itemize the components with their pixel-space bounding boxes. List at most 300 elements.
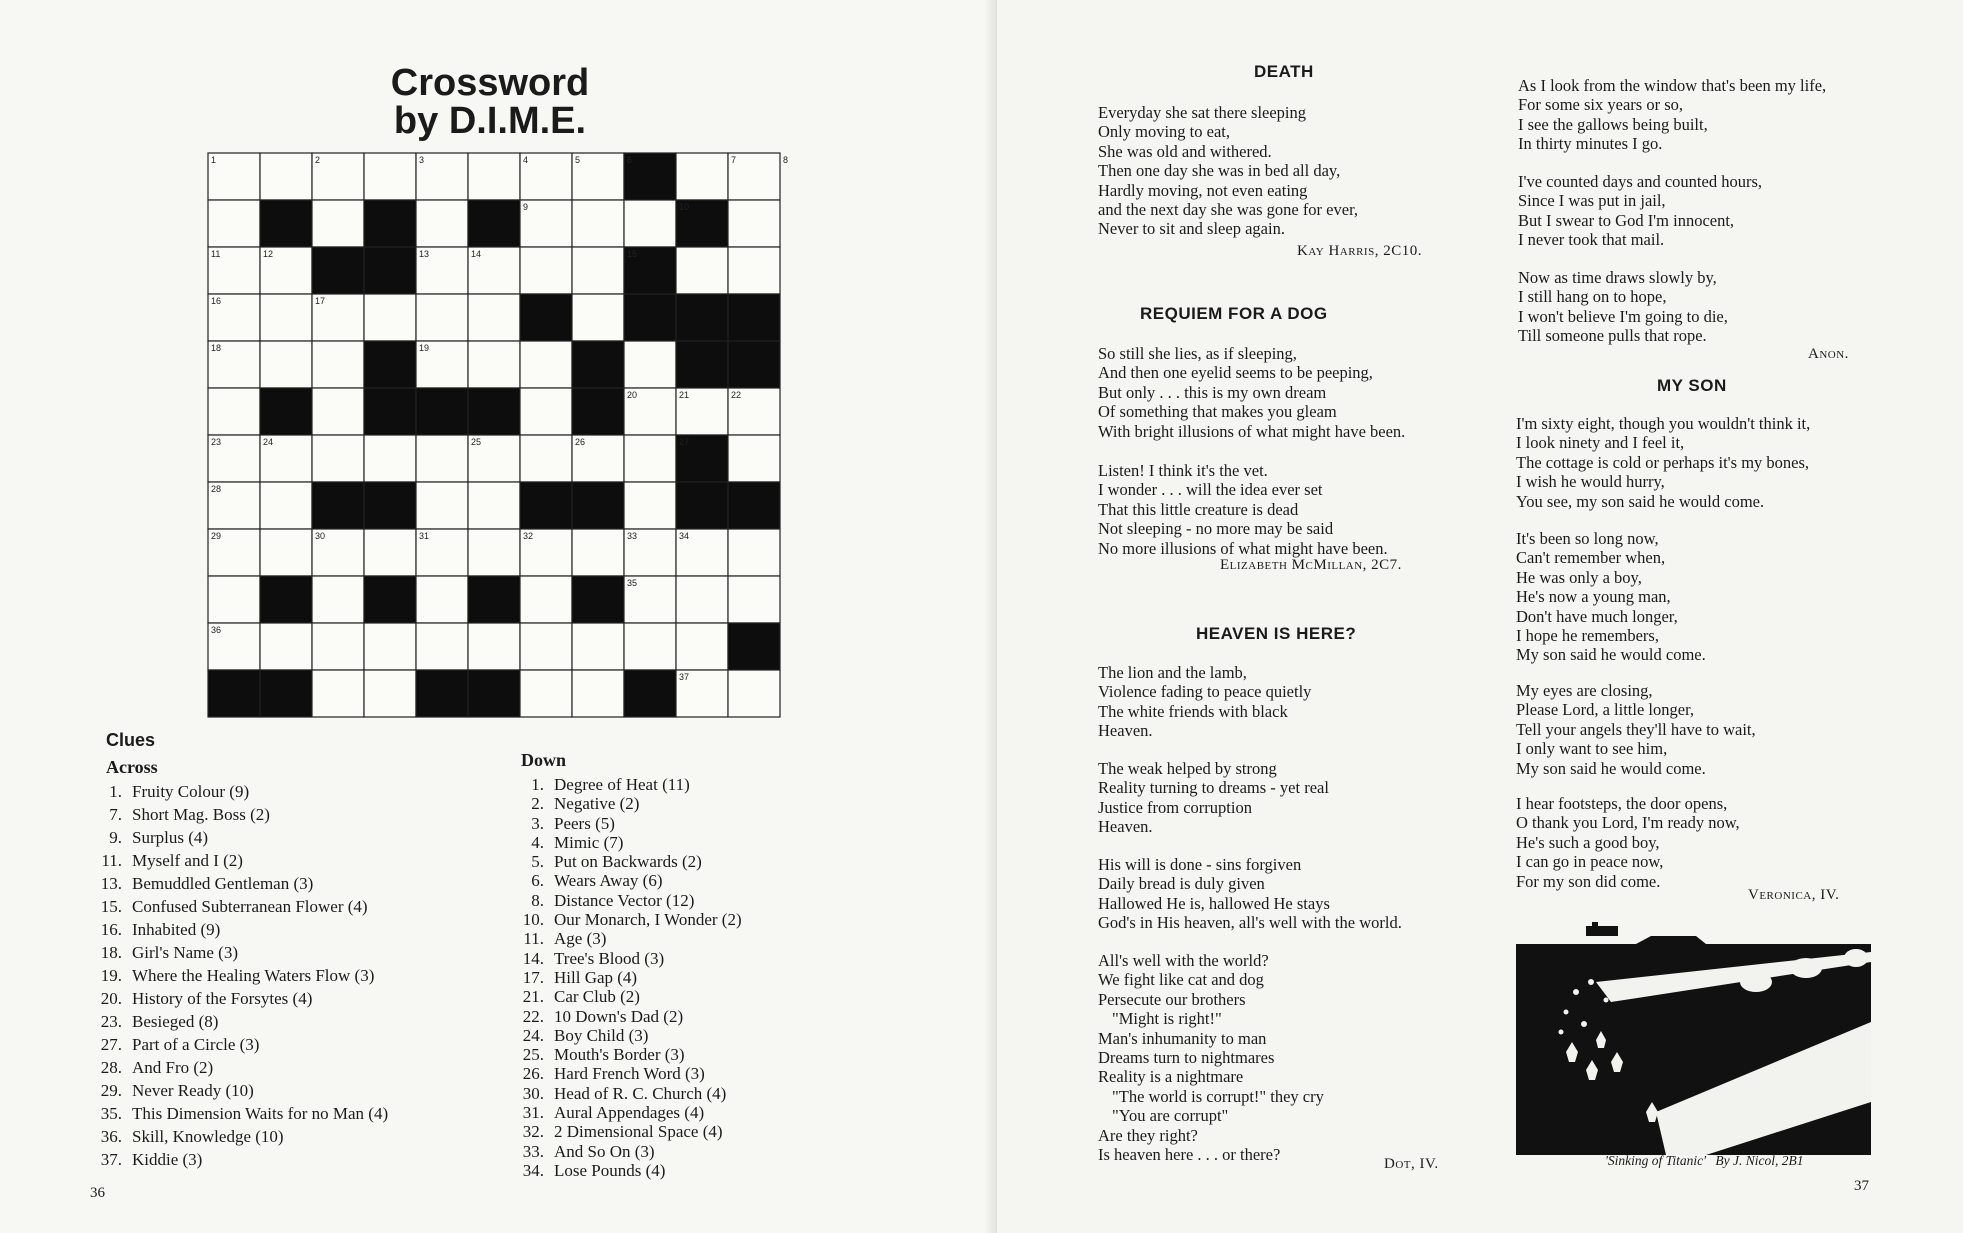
- author-requiem: Elizabeth McMillan, 2C7.: [1220, 557, 1402, 573]
- crossword-title: [360, 64, 620, 140]
- poem-line: Hardly moving, not even eating: [1098, 180, 1308, 200]
- clue-item: [80, 1148, 388, 1171]
- grid-cell-black: [416, 388, 468, 435]
- grid-cell: [676, 623, 728, 670]
- poem-line: Never to sit and sleep again.: [1098, 219, 1285, 239]
- grid-cell: [416, 576, 468, 623]
- poem-line: "The world is corrupt!" they cry: [1112, 1086, 1324, 1106]
- grid-cell: [520, 576, 572, 623]
- grid-cell: [572, 670, 624, 717]
- grid-cell: [728, 529, 780, 576]
- poem-heaven-stanza-4: [1098, 951, 1324, 1164]
- clue-text: Degree of Heat (11): [554, 775, 690, 794]
- clue-text: Fruity Colour (9): [132, 782, 250, 801]
- poem-line: I only want to see him,: [1516, 739, 1668, 759]
- poem-line: I won't believe I'm going to die,: [1518, 306, 1728, 326]
- clue-item: [80, 1010, 388, 1033]
- grid-cell-black: [312, 482, 364, 529]
- clue-number: 1.: [109, 782, 122, 801]
- crossword-title-line2: by D.I.M.E.: [393, 100, 587, 142]
- grid-number: 28: [211, 484, 222, 494]
- grid-cell-black: [520, 294, 572, 341]
- clue-item: [502, 1026, 742, 1045]
- down-heading: Down: [521, 750, 567, 770]
- caption-author: By J. Nicol, 2B1: [1715, 1153, 1804, 1168]
- poem-gallows-stanza-2: [1518, 172, 1762, 250]
- clue-text: Negative (2): [554, 794, 640, 814]
- poem-line: The cottage is cold or perhaps it's my bones,: [1516, 452, 1810, 472]
- clue-number: 13.: [100, 874, 122, 893]
- poem-line: I wonder . . . will the idea ever set: [1098, 480, 1323, 500]
- clue-item: [80, 826, 388, 849]
- clue-number: 22.: [522, 1006, 544, 1026]
- author-gallows: Anon.: [1808, 346, 1849, 362]
- grid-cell-black: [676, 482, 728, 529]
- grid-number: 30: [315, 531, 326, 541]
- grid-number: 10: [679, 202, 690, 212]
- poem-line: It's been so long now,: [1516, 529, 1659, 548]
- grid-cell: [728, 200, 780, 247]
- clue-number: 6.: [531, 871, 544, 891]
- poem-line: Then one day she was in bed all day,: [1098, 161, 1341, 181]
- clue-item: [80, 1125, 388, 1148]
- clue-number: 19.: [100, 966, 122, 985]
- poem-line: The white friends with black: [1098, 701, 1288, 721]
- grid-number: 21: [679, 390, 690, 400]
- grid-cell-black: [676, 341, 728, 388]
- clue-text: This Dimension Waits for no Man (4): [132, 1104, 389, 1123]
- grid-cell-black: [520, 482, 572, 529]
- clue-text: Besieged (8): [132, 1012, 219, 1031]
- grid-cell-black: [260, 200, 312, 247]
- clue-item: [502, 1103, 742, 1122]
- grid-number: 8: [783, 155, 789, 165]
- poem-line: Violence fading to peace quietly: [1098, 682, 1312, 702]
- grid-cell-black: [572, 482, 624, 529]
- clue-item: [80, 941, 388, 964]
- poem-line: Tell your angels they'll have to wait,: [1516, 719, 1756, 739]
- poem-line: I'm sixty eight, though you wouldn't think it,: [1516, 414, 1811, 433]
- grid-cell-black: [416, 670, 468, 717]
- grid-cell-black: [312, 247, 364, 294]
- grid-cell-black: [364, 247, 416, 294]
- clue-text: Short Mag. Boss (2): [132, 805, 270, 824]
- grid-number: 35: [627, 578, 638, 588]
- grid-cell-black: [468, 200, 520, 247]
- grid-cell: [312, 341, 364, 388]
- poem-requiem-stanza-2: [1098, 461, 1388, 558]
- grid-number: 20: [627, 390, 638, 400]
- clue-item: [80, 987, 388, 1010]
- clue-number: 16.: [100, 920, 122, 939]
- grid-cell: [312, 670, 364, 717]
- grid-number: 4: [523, 155, 529, 165]
- grid-cell: [260, 294, 312, 341]
- clue-number: 14.: [522, 948, 544, 968]
- grid-cell: [624, 200, 676, 247]
- poem-line: Don't have much longer,: [1516, 606, 1678, 626]
- poem-line: The lion and the lamb,: [1098, 663, 1247, 682]
- poem-my-son-stanza-1: [1516, 414, 1810, 511]
- grid-cell: [364, 529, 416, 576]
- clue-item: [80, 918, 388, 941]
- grid-cell-black: [468, 670, 520, 717]
- grid-number: 26: [575, 437, 586, 447]
- poem-line: The weak helped by strong: [1098, 759, 1277, 778]
- clue-number: 24.: [522, 1025, 544, 1045]
- grid-cell: [728, 670, 780, 717]
- clue-number: 35.: [100, 1104, 122, 1123]
- poem-line: Persecute our brothers: [1098, 989, 1246, 1009]
- poem-line: Till someone pulls that rope.: [1518, 326, 1707, 346]
- clue-text: Never Ready (10): [132, 1081, 254, 1100]
- clue-text: Age (3): [554, 929, 607, 949]
- author-my-son: Veronica, IV.: [1748, 887, 1840, 903]
- clue-number: 8.: [531, 890, 544, 910]
- poem-line: He was only a boy,: [1516, 567, 1642, 587]
- clue-text: Bemuddled Gentleman (3): [132, 874, 314, 893]
- grid-cell: [624, 341, 676, 388]
- crossword-title-line1: Crossword: [390, 62, 590, 104]
- poem-line: O thank you Lord, I'm ready now,: [1516, 813, 1740, 833]
- poem-line: Now as time draws slowly by,: [1518, 268, 1717, 287]
- grid-cell: [260, 482, 312, 529]
- grid-cell-black: [260, 388, 312, 435]
- clue-item: [80, 849, 388, 872]
- poem-line: Reality is a nightmare: [1098, 1067, 1244, 1087]
- grid-cell: [468, 294, 520, 341]
- grid-cell: [520, 435, 572, 482]
- grid-cell-black: [676, 294, 728, 341]
- grid-cell-black: [468, 388, 520, 435]
- grid-cell: [624, 623, 676, 670]
- poem-line: All's well with the world?: [1098, 951, 1269, 970]
- poem-line: For some six years or so,: [1518, 95, 1683, 115]
- poem-heaven-stanza-2: [1098, 759, 1329, 837]
- grid-number: 3: [419, 155, 425, 165]
- grid-cell: [468, 529, 520, 576]
- grid-cell: [364, 623, 416, 670]
- author-death: Kay Harris, 2C10.: [1297, 243, 1422, 259]
- illustration-caption: [1605, 1153, 1804, 1169]
- poem-line: and the next day she was gone for ever,: [1098, 199, 1359, 219]
- poem-heaven-stanza-1: [1098, 663, 1311, 741]
- clue-text: 10 Down's Dad (2): [554, 1006, 684, 1026]
- grid-cell: [364, 435, 416, 482]
- clues-heading: Clues: [106, 730, 156, 750]
- grid-cell: [728, 576, 780, 623]
- poem-gallows-stanza-1: [1518, 76, 1826, 154]
- grid-cell: [624, 482, 676, 529]
- grid-cell: [520, 247, 572, 294]
- poem-requiem-stanza-1: [1098, 344, 1405, 441]
- grid-cell-black: [624, 294, 676, 341]
- grid-cell: [364, 294, 416, 341]
- clue-number: 30.: [522, 1083, 544, 1103]
- clue-number: 9.: [109, 828, 122, 847]
- grid-cell: [676, 576, 728, 623]
- clue-item: [502, 814, 742, 833]
- poem-line: Man's inhumanity to man: [1098, 1028, 1267, 1048]
- clue-text: Peers (5): [554, 813, 615, 833]
- clue-number: 31.: [522, 1103, 544, 1123]
- grid-cell-black: [728, 294, 780, 341]
- grid-number: 15: [627, 249, 638, 259]
- poem-line: As I look from the window that's been my life,: [1518, 76, 1827, 95]
- poem-line: Dreams turn to nightmares: [1098, 1047, 1275, 1067]
- clue-text: Put on Backwards (2): [554, 852, 702, 872]
- clue-number: 21.: [522, 987, 544, 1007]
- grid-cell: [572, 247, 624, 294]
- author-heaven: Dot, IV.: [1384, 1156, 1439, 1172]
- clue-item: [502, 891, 742, 910]
- grid-cell: [416, 294, 468, 341]
- poem-line: Heaven.: [1098, 817, 1153, 837]
- poem-heaven-stanza-3: [1098, 855, 1402, 933]
- grid-number: 13: [419, 249, 430, 259]
- clue-item: [502, 833, 742, 852]
- clue-text: Head of R. C. Church (4): [554, 1083, 727, 1103]
- across-heading: Across: [106, 757, 158, 777]
- grid-cell: [312, 435, 364, 482]
- clue-number: 3.: [531, 813, 544, 833]
- clue-text: Tree's Blood (3): [554, 948, 665, 968]
- clue-item: [502, 1064, 742, 1083]
- poem-line: "Might is right!": [1112, 1009, 1222, 1029]
- poem-line: He's such a good boy,: [1516, 832, 1660, 852]
- grid-cell: [520, 623, 572, 670]
- grid-number: 17: [315, 296, 326, 306]
- grid-number: 32: [523, 531, 534, 541]
- poem-title-heaven: HEAVEN IS HERE?: [1196, 624, 1357, 643]
- clue-text: Where the Healing Waters Flow (3): [132, 966, 375, 985]
- clue-item: [502, 1142, 742, 1161]
- grid-number: 18: [211, 343, 222, 353]
- poem-line: In thirty minutes I go.: [1518, 134, 1663, 154]
- clue-text: Hard French Word (3): [554, 1064, 705, 1084]
- poem-line: Heaven.: [1098, 721, 1153, 741]
- grid-number: 22: [731, 390, 742, 400]
- clue-text: 2 Dimensional Space (4): [554, 1122, 723, 1142]
- poem-line: Can't remember when,: [1516, 548, 1666, 568]
- clue-item: [80, 895, 388, 918]
- grid-number: 9: [523, 202, 529, 212]
- grid-cell: [468, 153, 520, 200]
- clue-number: 20.: [100, 989, 122, 1008]
- poem-line: I wish he would hurry,: [1516, 472, 1665, 492]
- grid-cell: [468, 482, 520, 529]
- poem-line: Everyday she sat there sleeping: [1098, 103, 1307, 122]
- crossword-grid: [207, 152, 789, 716]
- grid-cell: [208, 576, 260, 623]
- grid-cell-black: [364, 341, 416, 388]
- grid-cell: [260, 529, 312, 576]
- grid-cell: [572, 200, 624, 247]
- grid-number: 7: [731, 155, 737, 165]
- grid-cell: [468, 623, 520, 670]
- grid-cell-black: [468, 576, 520, 623]
- poem-line: God's in His heaven, all's well with the world.: [1098, 913, 1402, 933]
- clue-item: [502, 1084, 742, 1103]
- grid-number: 1: [211, 155, 217, 165]
- poem-line: Hallowed He is, hallowed He stays: [1098, 893, 1330, 913]
- clue-item: [502, 871, 742, 890]
- grid-number: 37: [679, 672, 690, 682]
- grid-cell: [364, 670, 416, 717]
- clue-text: Aural Appendages (4): [554, 1103, 705, 1123]
- clue-text: Our Monarch, I Wonder (2): [554, 910, 742, 930]
- grid-cell: [676, 247, 728, 294]
- clue-text: Hill Gap (4): [554, 967, 638, 987]
- clue-number: 4.: [531, 832, 544, 852]
- page-number-left: 36: [90, 1185, 105, 1201]
- grid-number: 5: [575, 155, 581, 165]
- poem-my-son-stanza-2: [1516, 529, 1706, 665]
- titanic-illustration: [1516, 922, 1871, 1155]
- grid-cell: [416, 200, 468, 247]
- grid-cell-black: [260, 670, 312, 717]
- clue-item: [502, 852, 742, 871]
- grid-cell: [312, 200, 364, 247]
- poem-line: And then one eyelid seems to be peeping,: [1098, 363, 1373, 383]
- grid-cell: [416, 482, 468, 529]
- grid-cell-black: [208, 670, 260, 717]
- clue-item: [502, 794, 742, 813]
- grid-number: 14: [471, 249, 482, 259]
- grid-number: 2: [315, 155, 321, 165]
- grid-cell: [520, 388, 572, 435]
- poem-line: I still hang on to hope,: [1518, 287, 1667, 307]
- grid-cell-black: [364, 482, 416, 529]
- clue-number: 27.: [100, 1035, 122, 1054]
- clue-text: Lose Pounds (4): [554, 1160, 666, 1180]
- clue-text: And Fro (2): [132, 1058, 214, 1077]
- poem-line: Are they right?: [1098, 1125, 1198, 1145]
- grid-cell-black: [364, 388, 416, 435]
- grid-cell: [728, 435, 780, 482]
- poem-line: Daily bread is duly given: [1098, 874, 1265, 894]
- grid-cell: [468, 341, 520, 388]
- grid-number: 27: [679, 437, 690, 447]
- clue-text: Skill, Knowledge (10): [132, 1127, 284, 1146]
- down-clue-list: [502, 775, 742, 1180]
- clue-item: [80, 964, 388, 987]
- grid-number: 12: [263, 249, 274, 259]
- clue-item: [502, 1161, 742, 1180]
- poem-line: My son said he would come.: [1516, 645, 1706, 665]
- poem-my-son-stanza-3: [1516, 681, 1756, 778]
- poem-line: "You are corrupt": [1112, 1106, 1229, 1126]
- clue-item: [80, 803, 388, 826]
- poem-line: But I swear to God I'm innocent,: [1518, 210, 1735, 230]
- grid-cell: [520, 670, 572, 717]
- grid-cell-black: [260, 576, 312, 623]
- clue-text: History of the Forsytes (4): [132, 989, 313, 1008]
- poem-line: For my son did come.: [1516, 871, 1661, 891]
- poem-line: My eyes are closing,: [1516, 681, 1653, 700]
- poem-line: Please Lord, a little longer,: [1516, 700, 1695, 720]
- clue-text: Surplus (4): [132, 828, 209, 847]
- clue-number: 2.: [531, 794, 544, 814]
- clue-text: Confused Subterranean Flower (4): [132, 897, 368, 916]
- poem-line: Is heaven here . . . or there?: [1098, 1144, 1281, 1164]
- clue-text: Girl's Name (3): [132, 943, 238, 962]
- poem-line: She was old and withered.: [1098, 141, 1272, 161]
- grid-number: 34: [679, 531, 690, 541]
- clue-number: 7.: [109, 805, 122, 824]
- clue-item: [502, 1045, 742, 1064]
- clue-item: [80, 1102, 388, 1125]
- clue-text: Part of a Circle (3): [132, 1035, 260, 1054]
- grid-number: 33: [627, 531, 638, 541]
- grid-cell: [208, 200, 260, 247]
- page-number-right: 37: [1854, 1178, 1869, 1194]
- poem-line: You see, my son said he would come.: [1516, 491, 1765, 511]
- grid-cell-black: [572, 388, 624, 435]
- clue-number: 34.: [522, 1160, 544, 1180]
- grid-cell-black: [364, 200, 416, 247]
- clue-number: 25.: [522, 1045, 544, 1065]
- clue-text: Mimic (7): [554, 832, 624, 852]
- grid-cell: [416, 623, 468, 670]
- clue-item: [80, 872, 388, 895]
- grid-number: 19: [419, 343, 430, 353]
- grid-cell: [312, 388, 364, 435]
- clue-text: Distance Vector (12): [554, 890, 695, 910]
- poem-line: But only . . . this is my own dream: [1098, 382, 1327, 402]
- clue-number: 37.: [100, 1150, 122, 1169]
- grid-number: 16: [211, 296, 222, 306]
- poem-line: We fight like cat and dog: [1098, 970, 1264, 990]
- poem-line: Only moving to eat,: [1098, 122, 1230, 142]
- grid-cell: [260, 341, 312, 388]
- clue-item: [502, 968, 742, 987]
- poem-line: My son said he would come.: [1516, 758, 1706, 778]
- grid-number: 24: [263, 437, 274, 447]
- clue-number: 36.: [100, 1127, 122, 1146]
- clue-item: [502, 775, 742, 794]
- grid-number: 29: [211, 531, 222, 541]
- clue-item: [502, 949, 742, 968]
- clue-text: Boy Child (3): [554, 1025, 649, 1045]
- poem-title-death: DEATH: [1254, 62, 1314, 81]
- poem-line: His will is done - sins forgiven: [1098, 855, 1302, 874]
- clue-text: Wears Away (6): [554, 871, 663, 891]
- clue-item: [80, 1079, 388, 1102]
- clue-number: 23.: [100, 1012, 122, 1031]
- poem-line: I look ninety and I feel it,: [1516, 433, 1685, 453]
- poem-line: Of something that makes you gleam: [1098, 402, 1337, 422]
- across-clue-list: [80, 780, 388, 1171]
- clue-number: 11.: [523, 929, 544, 949]
- grid-cell: [312, 576, 364, 623]
- grid-number: 25: [471, 437, 482, 447]
- clue-number: 18.: [100, 943, 122, 962]
- poem-line: I never took that mail.: [1518, 230, 1665, 250]
- clue-number: 11.: [101, 851, 122, 870]
- poem-my-son-stanza-4: [1516, 794, 1740, 891]
- poem-line: That this little creature is dead: [1098, 499, 1299, 519]
- clue-text: Myself and I (2): [132, 851, 243, 870]
- clue-text: And So On (3): [554, 1141, 655, 1161]
- clue-number: 33.: [522, 1141, 544, 1161]
- poem-title-my-son: MY SON: [1657, 376, 1727, 395]
- clue-item: [502, 1122, 742, 1141]
- poem-line: I've counted days and counted hours,: [1518, 172, 1762, 191]
- grid-cell-black: [728, 341, 780, 388]
- grid-cell: [572, 294, 624, 341]
- clue-item: [80, 780, 388, 803]
